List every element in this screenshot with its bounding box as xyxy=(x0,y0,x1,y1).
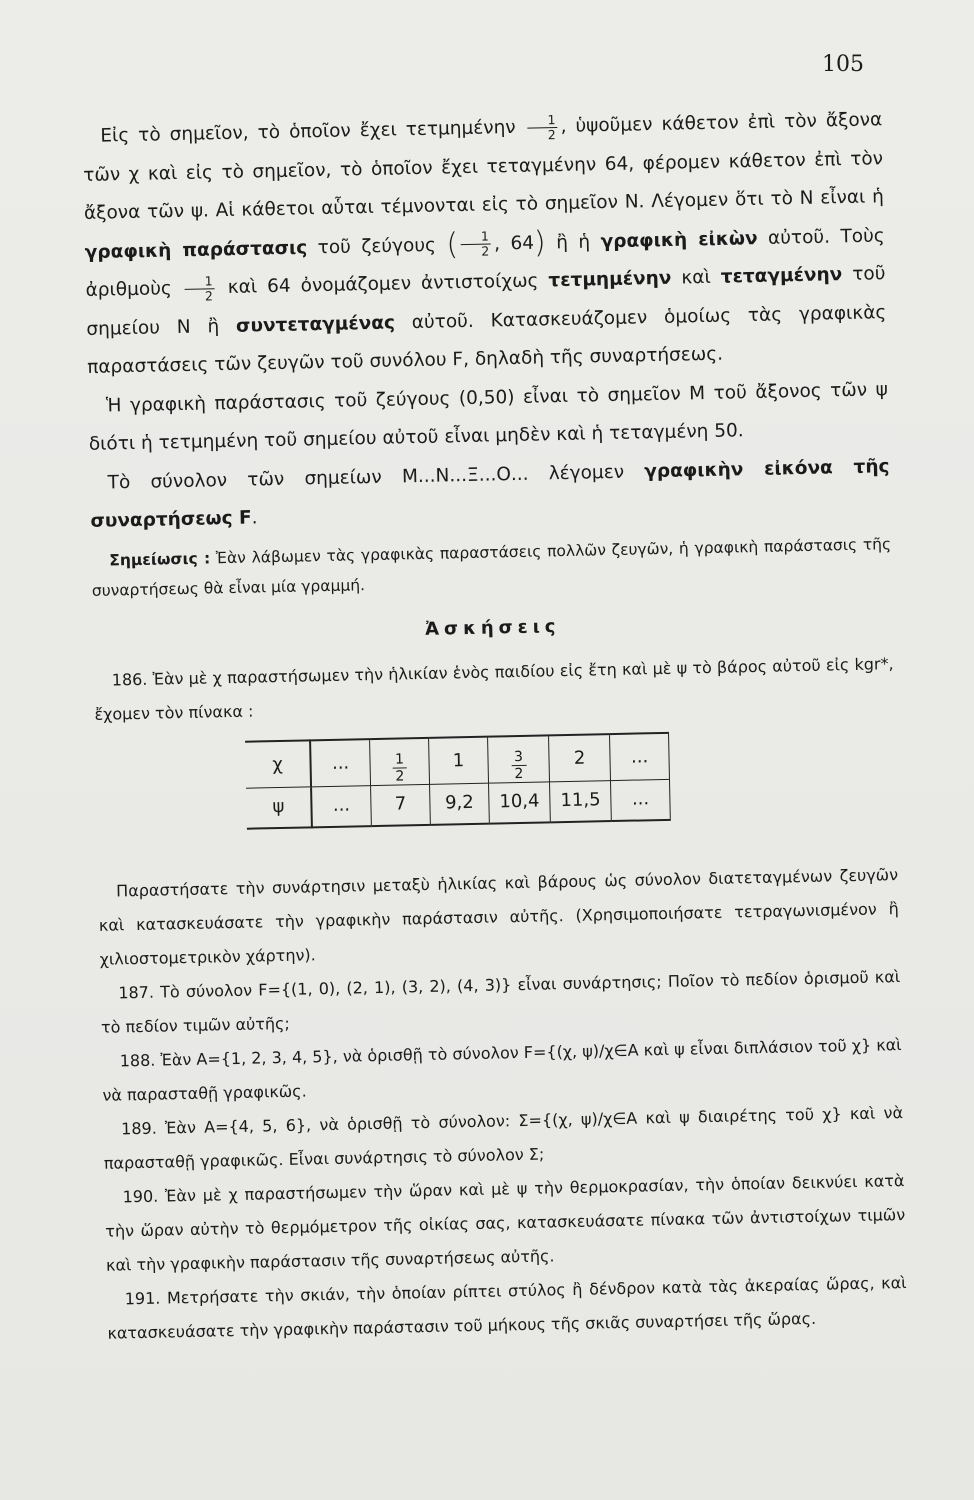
exercise-191: 191. Μετρήσατε τὴν σκιάν, τὴν ὁποίαν ρίπτει στύλος ἢ δένδρον κατὰ τὰς ἀκεραίας ὥρας, καὶ κατασκευάσατε τὴν γραφικὴν παράστασιν τοῦ μήκους τῆς σκιᾶς συναρτήσει τῆς ὥρας. xyxy=(107,1272,907,1343)
paragraph-graph-image: Τὸ σύνολον τῶν σημείων Μ...Ν...Ξ...Ο... λέγομεν γραφικὴν εἰκόνα τῆς συναρτήσεως F. xyxy=(90,455,890,533)
page-number: 105 xyxy=(822,52,864,77)
page-text-block xyxy=(82,101,908,1350)
table-label-x: χ xyxy=(245,741,311,789)
exercise-189: 189. Ἐὰν Α={4, 5, 6}, νὰ ὁρισθῇ τὸ σύνολον: Σ={(χ, ψ)/χ∈Α καὶ ψ διαιρέτης τοῦ χ} καὶ νὰ παρασταθῇ γραφικῶς. Εἶναι συνάρτησις τὸ σύνολον Σ; xyxy=(103,1102,904,1173)
table-cell: 10,4 xyxy=(489,782,551,823)
table-cell: ... xyxy=(311,786,371,827)
table-cell: 1 xyxy=(429,737,489,785)
table-cell: 7 xyxy=(371,785,431,826)
pair-fraction: $\frac{1}{2}$ xyxy=(461,230,492,260)
exercise-190: 190. Ἐὰν μὲ χ παραστήσωμεν τὴν ὥραν καὶ μὲ ψ τὴν θερμοκρασίαν, τὴν ὁποίαν δεικνύει κατὰ τὴν ὥραν αὐτὴν τὸ θερμόμετρον τῆς οἰκίας σας, κατασκευάσατε πίνακα τῶν ἀντιστοίχων τιμῶν καὶ τὴν γραφικὴν παράστασιν τῆς συναρτήσεως αὐτῆς. xyxy=(105,1170,906,1275)
table-row-y xyxy=(246,780,670,829)
table-cell: 11,5 xyxy=(550,781,612,822)
table-cell: 2 xyxy=(549,734,611,782)
fraction: $\frac{1}{2}$ xyxy=(184,274,215,304)
exercise-186: 186. Ἐὰν μὲ χ παραστήσωμεν τὴν ἡλικίαν ἑνὸς παιδίου εἰς ἔτη καὶ μὲ ψ τὸ βάρος αὐτοῦ εἰς kgr*, ἔχομεν τὸν πίνακα : xyxy=(94,654,894,725)
table-cell: 9,2 xyxy=(430,783,490,824)
note-paragraph: Σημείωσις : Ἐὰν λάβωμεν τὰς γραφικὰς παραστάσεις πολλῶν ζευγῶν, ἡ γραφικὴ παράστασις τῆς συναρτήσεως θὰ εἶναι μία γραμμή. xyxy=(91,534,892,600)
paragraph-point-m: Ἡ γραφικὴ παράστασις τοῦ ζεύγους (0,50) εἶναι τὸ σημεῖον Μ τοῦ ἄξονος τῶν ψ διότι ἡ τετμημένη τοῦ σημείου αὐτοῦ εἶναι μηδὲν καὶ ἡ τεταγμένη 50. xyxy=(88,378,889,456)
table-cell: $\frac{3}{2}$ xyxy=(488,736,550,784)
fraction: $\frac{1}{2}$ xyxy=(527,113,558,143)
exercise-187: 187. Τὸ σύνολον F={(1, 0), (2, 1), (3, 2), (4, 3)} εἶναι συνάρτησις; Ποῖον τὸ πεδίον ὁρισμοῦ καὶ τὸ πεδίον τιμῶν αὐτῆς; xyxy=(100,966,901,1037)
age-weight-table xyxy=(245,732,671,829)
table-label-y: ψ xyxy=(246,787,312,828)
exercises-heading: Ἀσκήσεις xyxy=(424,615,561,640)
exercise-188: 188. Ἐὰν Α={1, 2, 3, 4, 5}, νὰ ὁρισθῇ τὸ σύνολον F={(χ, ψ)/χ∈Α καὶ ψ εἶναι διπλάσιον τοῦ χ} καὶ νὰ παρασταθῇ γραφικῶς. xyxy=(102,1034,902,1105)
table-cell: ... xyxy=(610,733,670,781)
table-cell: ... xyxy=(611,780,671,821)
table-cell: $\frac{1}{2}$ xyxy=(370,738,430,786)
exercise-186-continued: Παραστήσατε τὴν συνάρτησιν μεταξὺ ἡλικίας καὶ βάρους ὡς σύνολον διατεταγμένων ζευγῶν καὶ κατασκευάσατε τὴν γραφικὴν παράστασιν αὐτῆς. (Χρησιμοποιήσατε τετραγωνισμένον ἢ χιλιοστομετρικὸν χάρτην). xyxy=(98,864,899,969)
paragraph-graphical-representation: Εἰς τὸ σημεῖον, τὸ ὁποῖον ἔχει τετμημένην $\frac{1}{2}$ , ὑψοῦμεν κάθετον ἐπὶ τὸν ἄξονα τῶν χ καὶ εἰς τὸ σημεῖον, τὸ ὁποῖον ἔχει τεταγμένην 64, φέρομεν κάθετον ἐπὶ τὸν ἄξονα τῶν ψ. Αἱ κάθετοι αὗται τέμνονται εἰς τὸ σημεῖον Ν. Λέγομεν ὅτι τὸ Ν εἶναι ἡ γραφικὴ παράστασις τοῦ ζεύγους ( $\frac{1}{2}$ , 64) ἢ ἡ γραφικὴ εἰκὼν αὐτοῦ. Τοὺς ἀριθμοὺς $\frac{1}{2}$ καὶ 64 ὀνομάζομεν ἀντιστοίχως τετμημένην καὶ τεταγμένην τοῦ σημείου Ν ἢ συντεταγμένας αὐτοῦ. Κατασκευάζομεν ὁμοίως τὰς γραφικὰς παραστάσεις τῶν ζευγῶν τοῦ συνόλου F, δηλαδὴ τῆς συναρτήσεως. xyxy=(82,109,887,379)
table-cell: ... xyxy=(310,739,370,787)
note-label: Σημείωσις : xyxy=(109,549,211,570)
